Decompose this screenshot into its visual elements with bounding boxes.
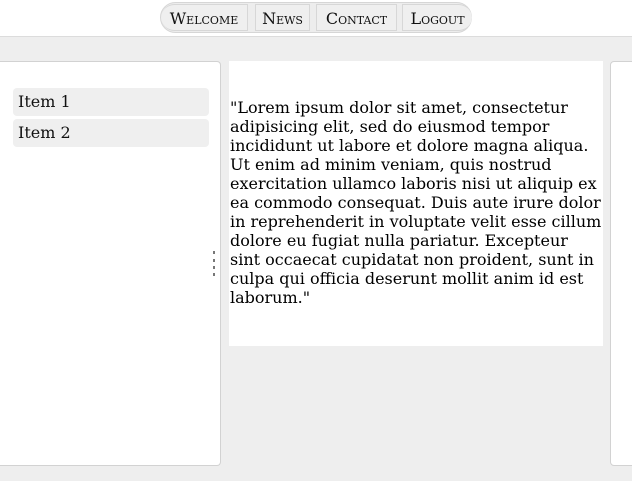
nav-logout-button[interactable]: Logout [402,4,472,31]
list-item-2[interactable]: Item 2 [13,119,209,147]
nav-news-button[interactable]: News [255,4,310,31]
right-panel [610,61,632,466]
main-nav [160,2,472,33]
nav-contact-button[interactable]: Contact [316,4,397,31]
left-splitter-handle[interactable] [212,251,216,277]
left-panel [0,61,221,466]
content-text: "Lorem ipsum dolor sit amet, consectetur adipisicing elit, sed do eiusmod tempor incididunt ut labore et dolore magna aliqua. Ut enim ad minim veniam, quis nostrud exercitation ullamco laboris nisi ut aliquip ex ea commodo consequat. Duis aute irure dolor in reprehenderit in voluptate velit esse cillum dolore eu fugiat nulla pariatur. Excepteur sint occaecat cupidatat non proident, sunt in culpa qui officia deserunt mollit anim id est laborum." [230,98,602,307]
main-content [229,61,603,346]
list-item-1[interactable]: Item 1 [13,88,209,116]
top-bar [0,0,632,37]
nav-welcome-button[interactable]: Welcome [161,4,248,31]
